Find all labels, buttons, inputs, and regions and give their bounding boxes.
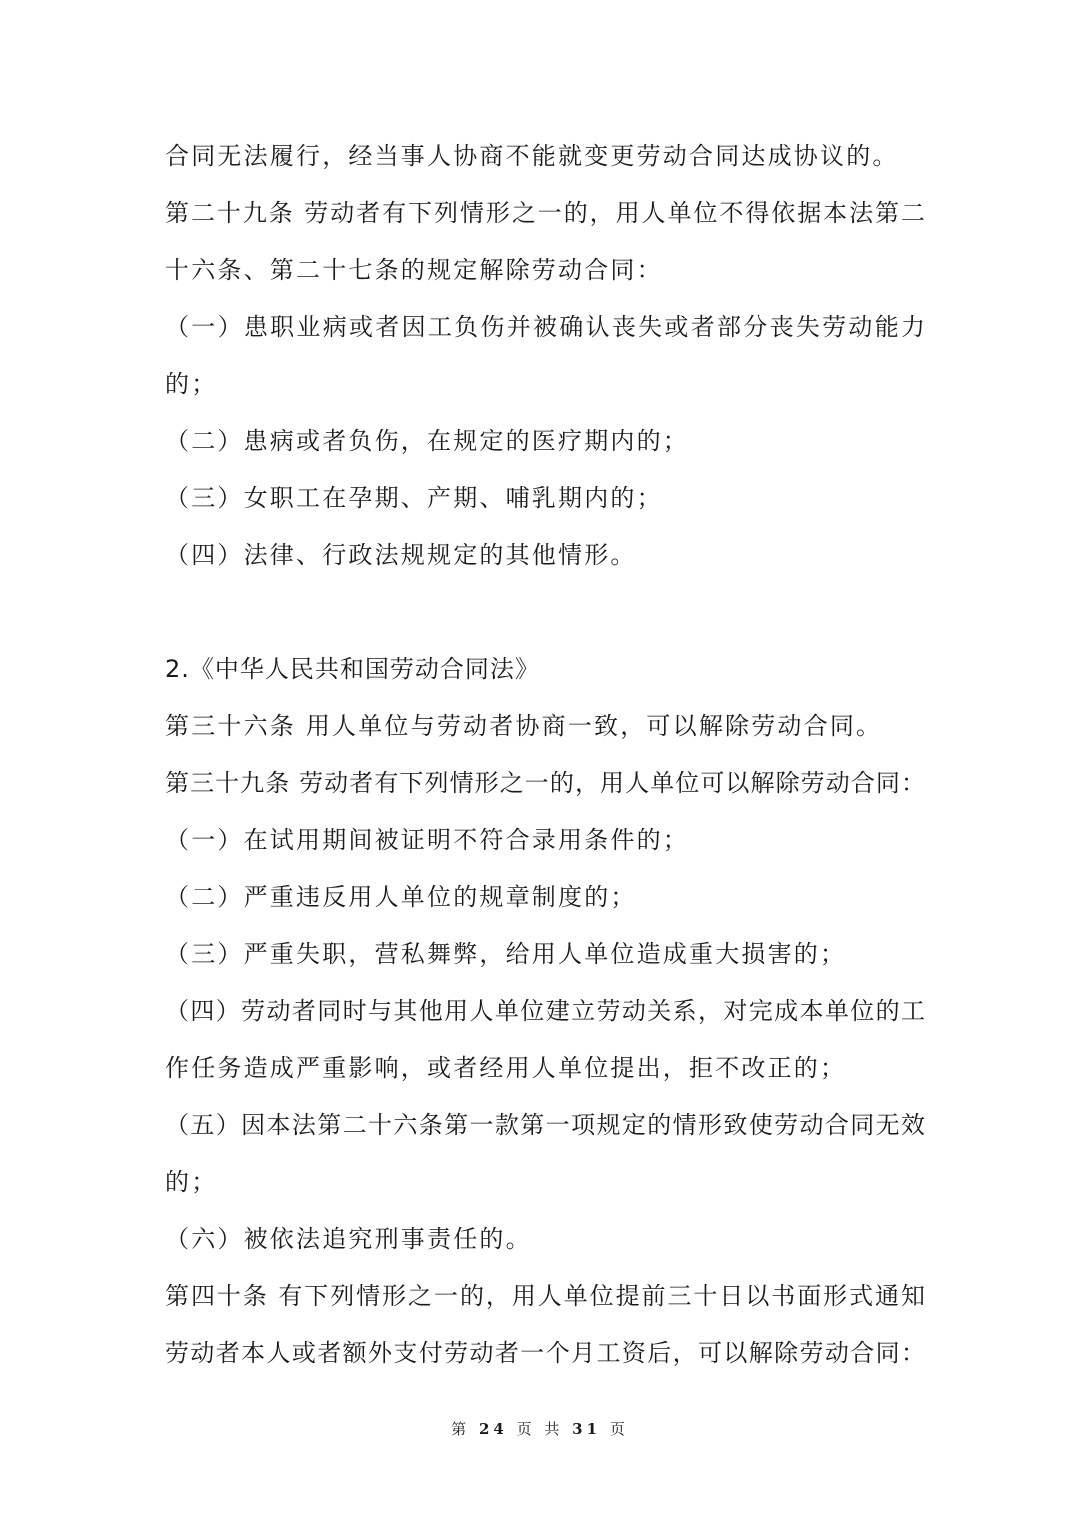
text-line: 合同无法履行，经当事人协商不能就变更劳动合同达成协议的。 [165, 142, 899, 170]
article-39-item-2: （二）严重违反用人单位的规章制度的； [165, 883, 637, 911]
article-40-line-1: 第四十条 有下列情形之一的，用人单位提前三十日以书面形式通知 [165, 1282, 925, 1310]
footer-prefix: 第 [451, 1420, 471, 1438]
article-29-item-1-line-2: 的； [165, 370, 218, 398]
article-36: 第三十六条 用人单位与劳动者协商一致，可以解除劳动合同。 [165, 712, 883, 740]
article-29-item-3: （三）女职工在孕期、产期、哺乳期内的； [165, 484, 663, 512]
article-29-line-1: 第二十九条 劳动者有下列情形之一的，用人单位不得依据本法第二 [165, 199, 925, 227]
article-29-item-1-line-1: （一）患职业病或者因工负伤并被确认丧失或者部分丧失劳动能力 [165, 313, 925, 341]
document-body [165, 128, 925, 1382]
article-40-line-2: 劳动者本人或者额外支付劳动者一个月工资后，可以解除劳动合同： [165, 1339, 925, 1367]
article-39-item-5-line-1: （五）因本法第二十六条第一款第一项规定的情形致使劳动合同无效 [165, 1111, 925, 1139]
section-heading: 2.《中华人民共和国劳动合同法》 [165, 655, 540, 683]
article-39-item-4-line-1: （四）劳动者同时与其他用人单位建立劳动关系，对完成本单位的工 [165, 997, 925, 1025]
article-29-line-2: 十六条、第二十七条的规定解除劳动合同： [165, 256, 663, 284]
article-39-item-6: （六）被依法追究刑事责任的。 [165, 1225, 532, 1253]
article-39-item-3: （三）严重失职，营私舞弊，给用人单位造成重大损害的； [165, 940, 847, 968]
article-39-item-5-line-2: 的； [165, 1168, 218, 1196]
article-39-item-1: （一）在试用期间被证明不符合录用条件的； [165, 826, 689, 854]
article-39-item-4-line-2: 作任务造成严重影响，或者经用人单位提出，拒不改正的； [165, 1054, 847, 1082]
footer-suffix: 页 [609, 1420, 629, 1438]
page-footer [0, 1418, 1080, 1439]
current-page-number: 24 [478, 1420, 508, 1438]
footer-middle: 页 共 [516, 1420, 564, 1438]
article-39-line: 第三十九条 劳动者有下列情形之一的，用人单位可以解除劳动合同： [165, 769, 925, 797]
article-29-item-4: （四）法律、行政法规规定的其他情形。 [165, 541, 637, 569]
paragraph-gap [165, 584, 925, 641]
article-29-item-2: （二）患病或者负伤，在规定的医疗期内的； [165, 427, 689, 455]
total-pages-number: 31 [572, 1420, 602, 1438]
